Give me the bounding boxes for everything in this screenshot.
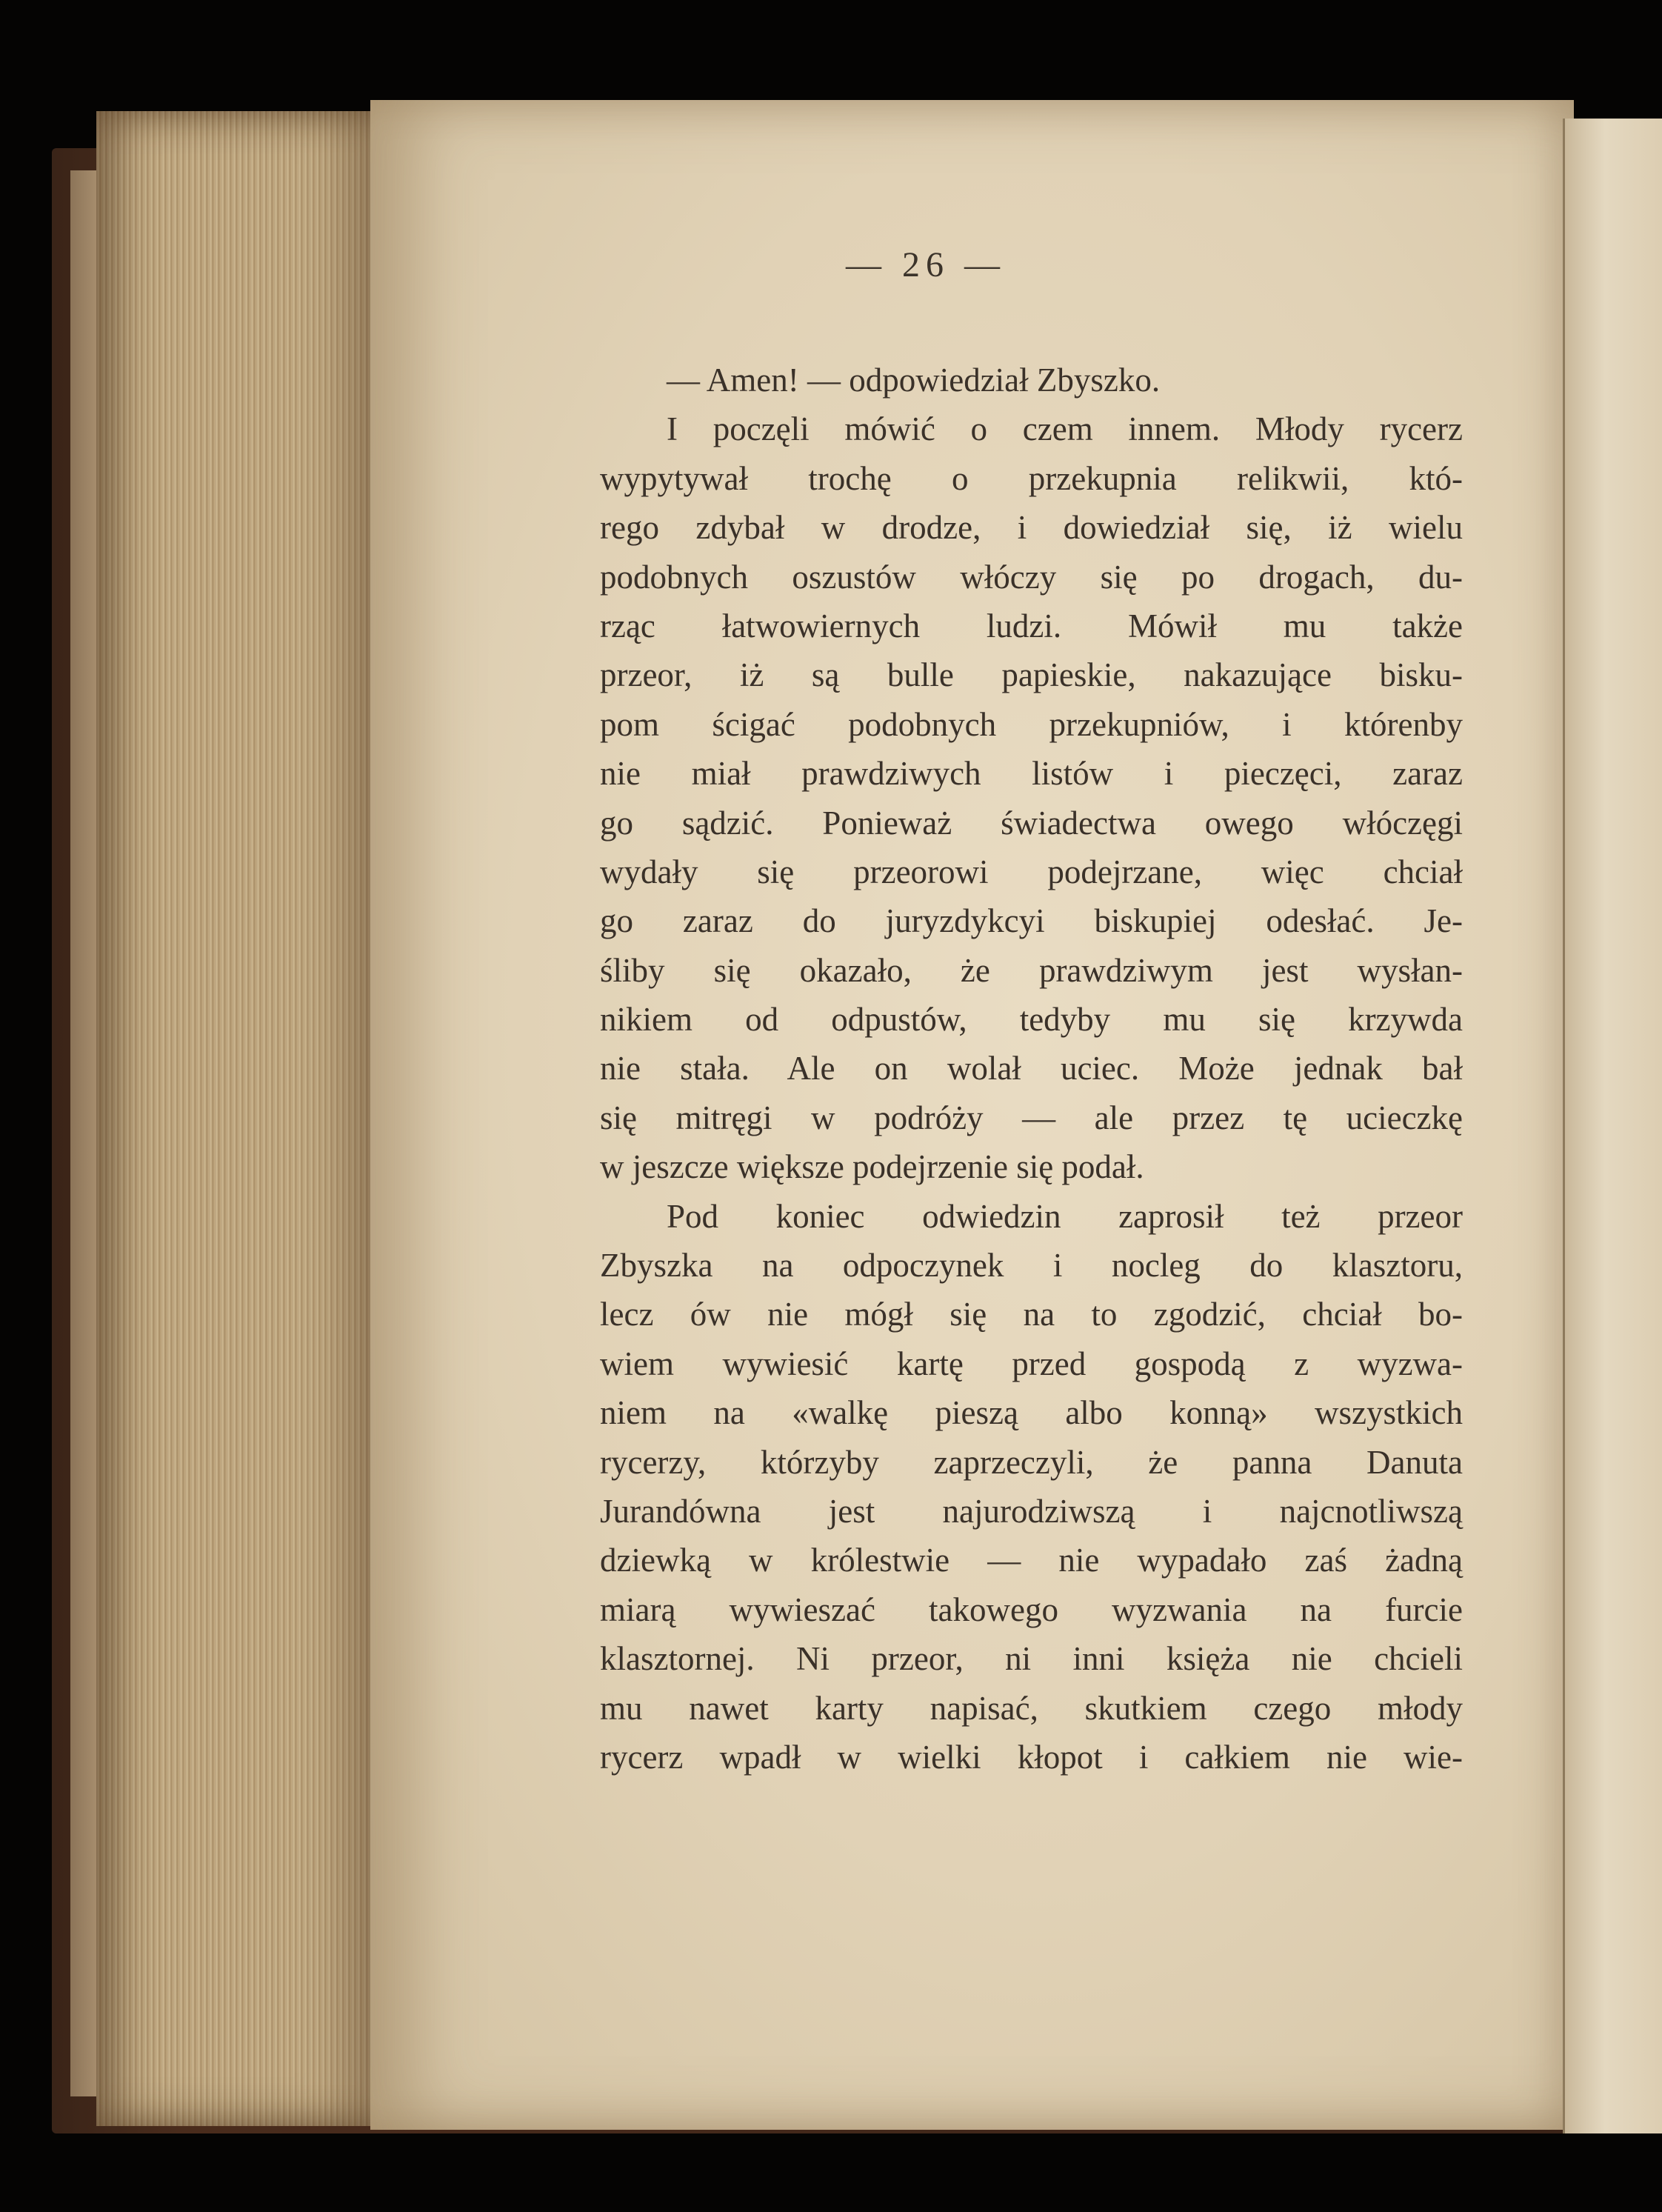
text-line: mu nawet karty napisać, skutkiem czego młody [600,1689,1463,1727]
text-line: rycerzy, którzyby zaprzeczyli, że panna Danuta [600,1443,1463,1481]
text-line: niem na «walkę pieszą albo konną» wszystkich [600,1394,1463,1432]
text-line: nie miał prawdziwych listów i pieczęci, zaraz [600,755,1463,793]
text-line: wypytywał trochę o przekupnia relikwii, któ- [600,459,1463,497]
text-line: rego zdybał w drodze, i dowiedział się, iż wielu [600,509,1463,547]
page-number: — 26 — [846,245,1006,284]
text-line: podobnych oszustów włóczy się po drogach, du- [600,558,1463,596]
text-line: — Amen! — odpowiedział Zbyszko. [667,362,1161,399]
text-line: wiem wywiesić kartę przed gospodą z wyzwa- [600,1345,1463,1382]
text-line: rycerz wpadł w wielki kłopot i całkiem nie wie- [600,1738,1463,1776]
text-line: miarą wywieszać takowego wyzwania na furcie [600,1590,1463,1628]
text-line: Pod koniec odwiedzin zaprosił też przeor [667,1197,1463,1235]
text-line: go zaraz do juryzdykcyi biskupiej odesłać. Je- [600,902,1463,940]
text-line: przeor, iż są bulle papieskie, nakazujące bisku- [600,656,1463,694]
text-line: I poczęli mówić o czem innem. Młody rycerz [667,410,1463,448]
page-edges [96,111,378,2126]
text-line: wydały się przeorowi podejrzane, więc chciał [600,853,1463,890]
text-line: nie stała. Ale on wolał uciec. Może jednak bał [600,1050,1463,1087]
text-line: Jurandówna jest najurodziwszą i najcnotliwszą [600,1492,1463,1530]
text-line: się mitręgi w podróży — ale przez tę ucieczkę [600,1099,1463,1136]
text-line: lecz ów nie mógł się na to zgodzić, chciał bo- [600,1296,1463,1333]
text-line: go sądzić. Ponieważ świadectwa owego włóczęgi [600,804,1463,842]
text-line: klasztornej. Ni przeor, ni inni księża nie chcieli [600,1640,1463,1678]
text-line: pom ścigać podobnych przekupniów, i którenby [600,705,1463,743]
text-line: śliby się okazało, że prawdziwym jest wysłan- [600,951,1463,989]
text-line: nikiem od odpustów, tedyby mu się krzywda [600,1001,1463,1039]
text-line: Zbyszka na odpoczynek i nocleg do klasztoru, [600,1247,1463,1285]
facing-page-edge [1563,119,1662,2133]
text-line: w jeszcze większe podejrzenie się podał. [600,1148,1144,1186]
text-line: dziewką w królestwie — nie wypadało zaś żadną [600,1542,1463,1579]
page-text [600,356,1463,1782]
text-line: rząc łatwowiernych ludzi. Mówił mu także [600,607,1463,644]
